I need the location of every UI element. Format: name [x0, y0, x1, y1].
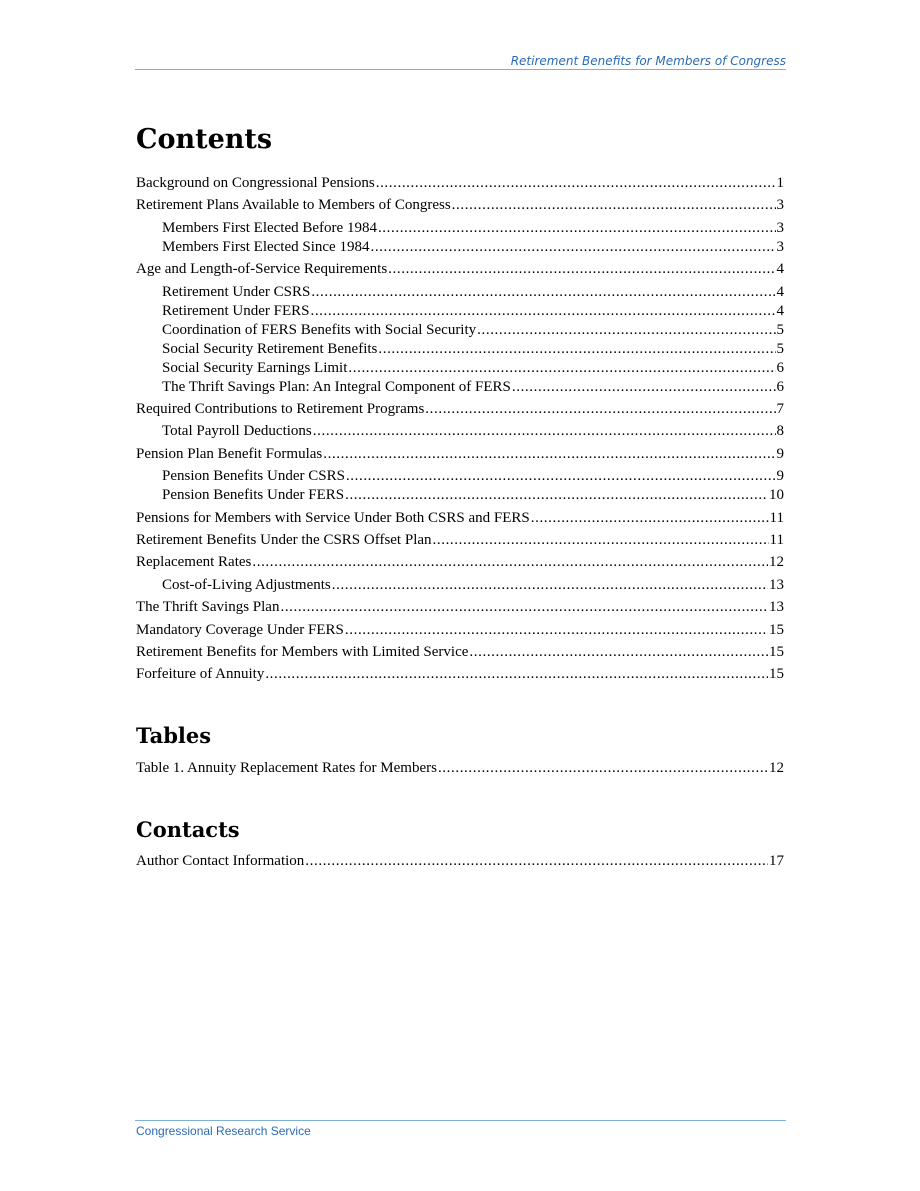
toc-page-number: 8 — [776, 423, 784, 440]
toc-dot-leader — [438, 759, 768, 778]
toc-dot-leader — [345, 621, 768, 640]
toc-entry-title: The Thrift Savings Plan — [136, 599, 280, 616]
toc-dot-leader — [265, 665, 768, 684]
toc-dot-leader — [252, 553, 768, 572]
toc-entry-title: Background on Congressional Pensions — [136, 175, 375, 191]
toc-page-number: 15 — [769, 666, 784, 683]
toc-page-number: 12 — [769, 554, 784, 571]
toc-page-number: 15 — [769, 621, 784, 638]
toc-dot-leader — [323, 445, 775, 464]
toc-entry[interactable] — [136, 445, 784, 464]
toc-page-number: 4 — [776, 261, 784, 278]
toc-dot-leader — [370, 238, 775, 257]
toc-page-number: 6 — [776, 378, 784, 395]
toc-entry-title: Retirement Under CSRS — [162, 283, 311, 300]
toc-entry[interactable] — [162, 340, 784, 359]
toc-page-number: 5 — [776, 340, 784, 357]
toc-dot-leader — [311, 283, 775, 302]
toc-entry-title: Members First Elected Since 1984 — [162, 238, 370, 255]
toc-dot-leader — [378, 219, 776, 238]
toc-entry-title: Total Payroll Deductions — [162, 423, 312, 440]
toc-entry-title: Table 1. Annuity Replacement Rates for Members — [136, 760, 437, 776]
toc-entry-title: Cost-of-Living Adjustments — [162, 576, 331, 593]
toc-entry[interactable] — [136, 621, 784, 640]
toc-entry[interactable] — [162, 378, 784, 397]
toc-entry[interactable] — [136, 759, 784, 778]
contents-title: Contents — [136, 124, 273, 155]
toc-entry[interactable] — [162, 283, 784, 302]
toc-dot-leader — [452, 196, 776, 215]
toc-entry-title: Author Contact Information — [136, 853, 305, 869]
toc-entry[interactable] — [136, 665, 784, 684]
toc-dot-leader — [512, 378, 776, 397]
toc-page-number: 4 — [776, 283, 784, 300]
toc-entry-title: Retirement Under FERS — [162, 302, 310, 319]
running-header: Retirement Benefits for Members of Congress — [510, 54, 786, 68]
toc-dot-leader — [425, 400, 775, 419]
toc-entry-title: Retirement Benefits for Members with Limited Service — [136, 644, 469, 660]
toc-dot-leader — [313, 422, 776, 441]
toc-entry-title: Replacement Rates — [136, 554, 252, 571]
toc-entry[interactable] — [162, 359, 784, 378]
toc-entry[interactable] — [136, 196, 784, 215]
footer-organization: Congressional Research Service — [136, 1124, 311, 1138]
toc-dot-leader — [388, 260, 775, 279]
toc-dot-leader — [433, 531, 769, 550]
footer-rule — [135, 1120, 786, 1121]
toc-entry-title: Pension Plan Benefit Formulas — [136, 445, 323, 462]
toc-entry[interactable] — [162, 486, 784, 505]
toc-entry-title: Mandatory Coverage Under FERS — [136, 621, 344, 638]
toc-entry-title: Coordination of FERS Benefits with Social Security — [162, 321, 477, 338]
toc-page-number: 11 — [769, 532, 784, 548]
toc-dot-leader — [332, 576, 768, 595]
toc-entry-title: Social Security Earnings Limit — [162, 359, 348, 376]
toc-entry-title: Age and Length-of-Service Requirements — [136, 261, 388, 278]
toc-page-number: 10 — [769, 487, 784, 504]
toc-dot-leader — [378, 340, 775, 359]
toc-entry-title: The Thrift Savings Plan: An Integral Component of FERS — [162, 378, 511, 395]
toc-entry[interactable] — [136, 531, 784, 550]
toc-entry[interactable] — [136, 174, 784, 193]
toc-dot-leader — [531, 509, 769, 528]
toc-entry-title: Members First Elected Before 1984 — [162, 219, 377, 236]
toc-page-number: 17 — [769, 853, 784, 869]
toc-page-number: 3 — [776, 197, 784, 214]
toc-dot-leader — [305, 852, 768, 871]
toc-page-number: 7 — [776, 401, 784, 417]
toc-entry-title: Pension Benefits Under CSRS — [162, 468, 345, 485]
contacts-title: Contacts — [136, 817, 240, 842]
toc-page-number: 12 — [769, 760, 784, 776]
toc-page-number: 6 — [776, 359, 784, 376]
toc-page-number: 13 — [769, 576, 784, 593]
toc-dot-leader — [477, 321, 775, 340]
toc-entry[interactable] — [136, 400, 784, 419]
toc-entry-title: Social Security Retirement Benefits — [162, 340, 378, 357]
toc-entry[interactable] — [162, 576, 784, 595]
toc-page-number: 3 — [776, 219, 784, 236]
toc-page-number: 15 — [769, 644, 784, 660]
toc-page-number: 1 — [776, 175, 784, 191]
toc-entry[interactable] — [136, 553, 784, 572]
toc-page-number: 4 — [776, 302, 784, 319]
toc-entry[interactable] — [162, 422, 784, 441]
toc-entry[interactable] — [162, 321, 784, 340]
toc-dot-leader — [469, 643, 768, 662]
toc-dot-leader — [280, 598, 768, 617]
toc-page-number: 13 — [769, 599, 784, 616]
toc-dot-leader — [348, 359, 775, 378]
toc-entry[interactable] — [162, 219, 784, 238]
toc-entry[interactable] — [162, 467, 784, 486]
toc-entry-title: Retirement Plans Available to Members of Congress — [136, 197, 451, 214]
toc-dot-leader — [345, 486, 768, 505]
toc-entry[interactable] — [136, 509, 784, 528]
toc-dot-leader — [310, 302, 775, 321]
toc-page-number: 3 — [776, 238, 784, 255]
toc-entry[interactable] — [162, 238, 784, 257]
toc-page-number: 5 — [776, 321, 784, 338]
toc-page-number: 11 — [769, 509, 784, 526]
toc-entry-title: Forfeiture of Annuity — [136, 666, 265, 683]
toc-dot-leader — [376, 174, 776, 193]
tables-title: Tables — [136, 723, 212, 748]
toc-page-number: 9 — [776, 468, 784, 485]
toc-dot-leader — [346, 467, 776, 486]
toc-entry[interactable] — [162, 302, 784, 321]
toc-entry-title: Retirement Benefits Under the CSRS Offset Plan — [136, 532, 432, 548]
header-rule — [135, 69, 786, 70]
toc-entry[interactable] — [136, 260, 784, 279]
toc-entry[interactable] — [136, 598, 784, 617]
toc-entry-title: Pensions for Members with Service Under Both CSRS and FERS — [136, 509, 530, 526]
toc-page-number: 9 — [776, 445, 784, 462]
toc-entry-title: Required Contributions to Retirement Programs — [136, 401, 425, 417]
toc-entry[interactable] — [136, 643, 784, 662]
toc-entry-title: Pension Benefits Under FERS — [162, 487, 345, 504]
toc-entry[interactable] — [136, 852, 784, 871]
